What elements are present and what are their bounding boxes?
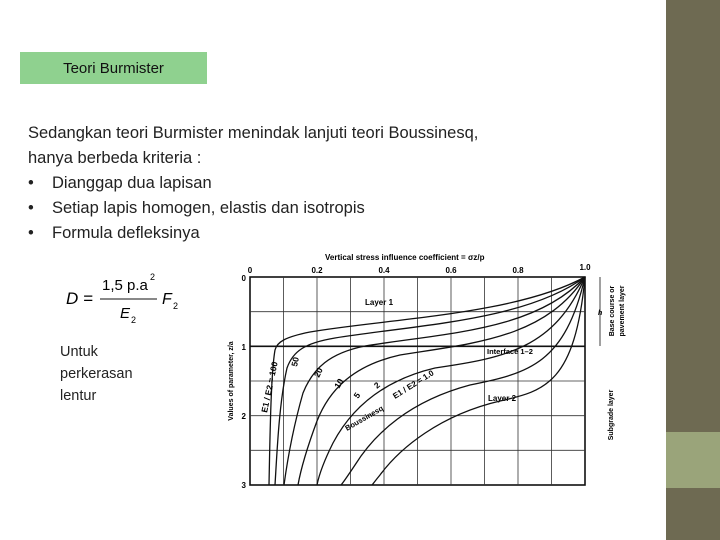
bullet-text: Dianggap dua lapisan [52, 174, 212, 192]
formula-denominator: E [120, 305, 131, 322]
deflection-formula [62, 270, 212, 330]
left-tick-label: 2 [241, 412, 246, 421]
top-tick-label: 0.2 [311, 266, 323, 275]
formula-denominator-subscript: 2 [131, 315, 137, 325]
curve-label-ratio-1: E1 / E2 = 1.0 [391, 368, 436, 401]
left-axis-ticks [242, 274, 247, 490]
bullet-text: Formula defleksinya [52, 224, 200, 242]
slide-body [28, 121, 588, 246]
top-tick-label: 0 [247, 266, 253, 275]
curve-label-5: 5 [351, 390, 363, 401]
formula-numerator: 1,5 p.a [102, 277, 148, 294]
left-tick-label: 3 [241, 481, 246, 490]
bullet-item [28, 171, 588, 196]
curve-label-2: 2 [371, 379, 382, 391]
curve-label-ratio-100: E1 / E2 = 100 [259, 360, 280, 414]
top-tick-label: 0.8 [512, 266, 524, 275]
bullet-symbol: • [28, 199, 34, 217]
top-tick-label: 0.4 [378, 266, 390, 275]
note-text [60, 341, 170, 407]
burmister-influence-chart [215, 243, 635, 495]
interface-label: Interface 1–2 [487, 347, 533, 356]
top-tick-label: 0.6 [445, 266, 457, 275]
chart-svg [215, 243, 635, 495]
formula-factor: F [162, 291, 172, 308]
curve-label-50: 50 [289, 356, 301, 368]
intro-line-1: Sedangkan teori Burmister menindak lanjuti teori Boussinesq, [28, 124, 479, 142]
note-line: perkerasan [60, 366, 133, 382]
formula-lhs: D = [66, 289, 93, 308]
note-line: Untuk [60, 344, 98, 360]
left-tick-label: 0 [241, 274, 246, 283]
curve-label-20: 20 [311, 366, 325, 379]
base-course-label: Base course or [609, 285, 616, 337]
curve-label-10: 10 [332, 376, 346, 390]
top-axis-ticks [248, 263, 591, 275]
layer-2-label: Layer 2 [488, 394, 517, 403]
top-tick-label: 1.0 [579, 263, 591, 272]
layer-1-label: Layer 1 [365, 298, 394, 307]
boussinesq-label: Boussinesq [343, 403, 385, 433]
formula-numerator-exponent: 2 [150, 272, 156, 282]
pavement-layer-label: pavement layer [619, 285, 626, 337]
intro-line-2: hanya berbeda kriteria : [28, 149, 202, 167]
top-axis-title: Vertical stress influence coefficient = σz/p [325, 253, 485, 262]
bullet-text: Setiap lapis homogen, elastis dan isotropis [52, 199, 365, 217]
layer-thickness-label: h [598, 310, 603, 317]
note-line: lentur [60, 388, 97, 404]
subgrade-layer-label: Subgrade layer [608, 389, 615, 441]
formula-factor-subscript: 2 [173, 301, 179, 311]
left-tick-label: 1 [241, 343, 246, 352]
bullet-symbol: • [28, 224, 34, 242]
bullet-symbol: • [28, 174, 34, 192]
left-axis-title: Values of parameter, z/a [228, 341, 235, 421]
slide-title: Teori Burmister [20, 52, 207, 84]
decorative-side-accent [666, 432, 720, 488]
bullet-item [28, 196, 588, 221]
